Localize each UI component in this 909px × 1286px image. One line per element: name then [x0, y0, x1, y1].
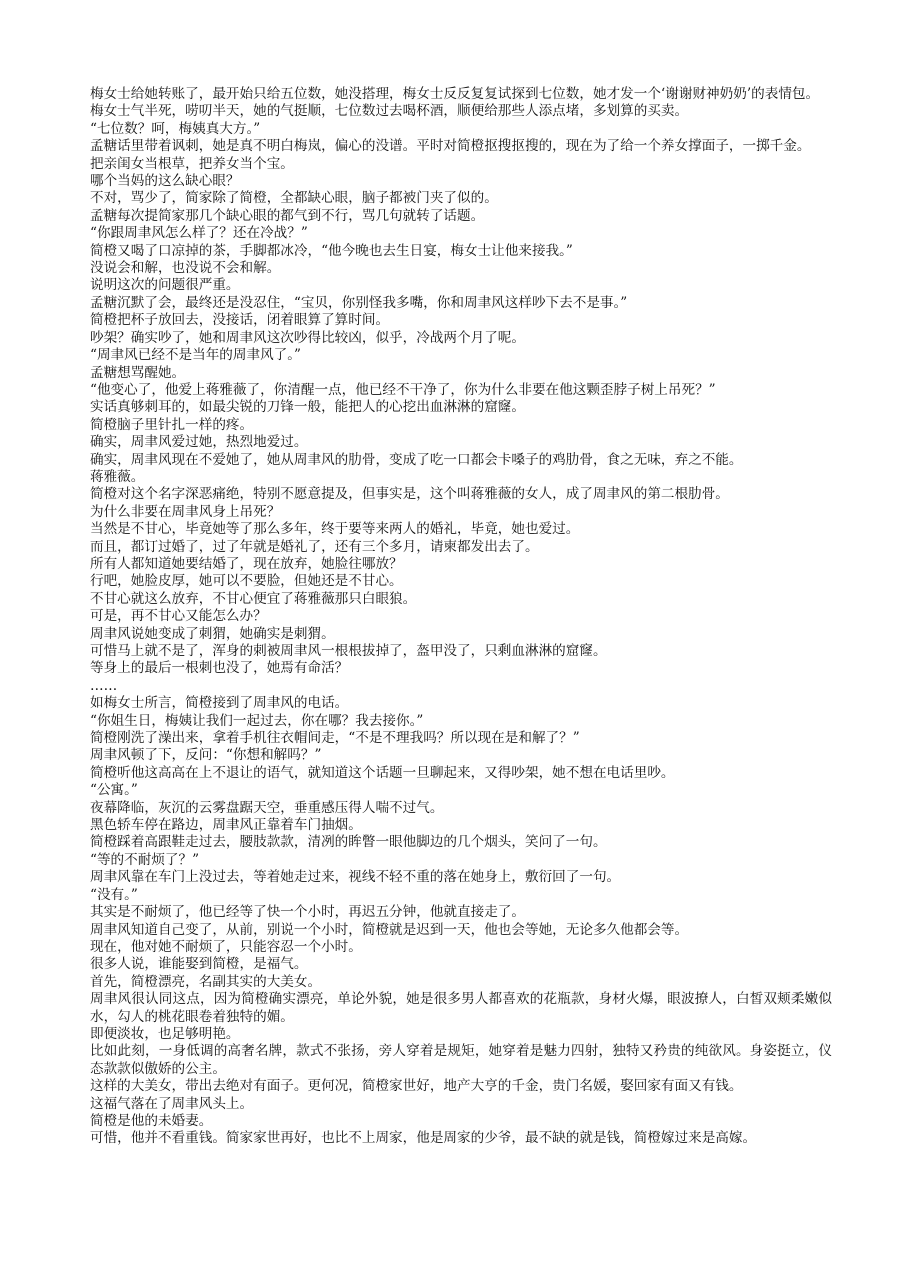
paragraph: 简橙把杯子放回去，没接话，闭着眼算了算时间。 — [90, 312, 390, 329]
paragraph: “没有。” — [90, 886, 138, 903]
paragraph: 简橙对这个名字深恶痛绝，特别不愿意提及，但事实是，这个叫蒋雅薇的女人，成了周聿风的第二根肋骨。 — [90, 486, 729, 503]
paragraph: 梅女士给她转账了，最开始只给五位数，她没搭理，梅女士反反复复试探到七位数，她才发一个‘谢谢财神奶奶’的表情包。 — [90, 86, 820, 102]
paragraph: 可是，再不甘心又能怎么办？ — [90, 608, 267, 625]
paragraph: 为什么非要在周聿风身上吊死？ — [90, 503, 281, 520]
paragraph: 所有人都知道她要结婚了，现在放弃，她脸往哪放？ — [90, 555, 403, 572]
paragraph: 这样的大美女，带出去绝对有面子。更何况，简橙家世好，地产大亨的千金，贵门名媛，娶回家有面又有钱。 — [90, 1078, 743, 1095]
paragraph: 实话真够刺耳的，如最尖锐的刀锋一般，能把人的心挖出血淋淋的窟窿。 — [90, 399, 525, 416]
paragraph: 确实，周聿风爱过她，热烈地爱过。 — [90, 434, 308, 451]
paragraph: 简橙又喝了口凉掉的茶，手脚都冰冷，“他今晚也去生日宴，梅女士让他来接我。” — [90, 242, 573, 259]
paragraph: 说明这次的问题很严重。 — [90, 277, 240, 294]
paragraph: 可惜，他并不看重钱。简家家世再好，也比不上周家，他是周家的少爷，最不缺的就是钱，简橙嫁过来是高嫁。 — [90, 1130, 757, 1147]
paragraph: 周聿风靠在车门上没过去，等着她走过来，视线不轻不重的落在她身上，敷衍回了一句。 — [90, 869, 621, 886]
document-page — [90, 86, 832, 1148]
paragraph: “公寓。” — [90, 782, 138, 799]
paragraph: 当然是不甘心，毕竟她等了那么多年，终于要等来两人的婚礼，毕竟，她也爱过。 — [90, 521, 580, 538]
paragraph: 等身上的最后一根刺也没了，她焉有命活？ — [90, 660, 349, 677]
paragraph: …… — [90, 677, 118, 694]
paragraph: 简橙是他的未婚妻。 — [90, 1112, 213, 1129]
paragraph: 周聿风顿了下，反问：“你想和解吗？” — [90, 747, 322, 764]
paragraph: 简橙听他这高高在上不退让的语气，就知道这个话题一旦聊起来，又得吵架，她不想在电话里吵。 — [90, 764, 675, 781]
paragraph: 孟糖沉默了会，最终还是没忍住，“宝贝，你别怪我多嘴，你和周聿风这样吵下去不是事。” — [90, 294, 628, 311]
paragraph: 即便淡妆，也足够明艳。 — [90, 1025, 240, 1042]
paragraph: 没说会和解，也没说不会和解。 — [90, 260, 281, 277]
paragraph: 而且，都订过婚了，过了年就是婚礼了，还有三个多月，请柬都发出去了。 — [90, 538, 539, 555]
paragraph: 简橙脑子里针扎一样的疼。 — [90, 416, 254, 433]
paragraph: 孟糖想骂醒她。 — [90, 364, 186, 381]
paragraph: 吵架？确实吵了，她和周聿风这次吵得比较凶，似乎，冷战两个月了呢。 — [90, 329, 525, 346]
paragraph: 其实是不耐烦了，他已经等了快一个小时，再迟五分钟，他就直接走了。 — [90, 904, 525, 921]
paragraph: 梅女士气半死，唠叨半天，她的气挺顺，七位数过去喝杯酒，顺便给那些人添点堵，多划算的买卖。 — [90, 103, 689, 120]
paragraph: 夜幕降临，灰沉的云雾盘踞天空，垂重感压得人喘不过气。 — [90, 799, 444, 816]
paragraph: 孟糖每次提简家那几个缺心眼的都气到不行，骂几句就转了话题。 — [90, 207, 485, 224]
paragraph: 黑色轿车停在路边，周聿风正靠着车门抽烟。 — [90, 817, 362, 834]
paragraph: 把亲闺女当根草，把养女当个宝。 — [90, 155, 294, 172]
paragraph: 很多人说，谁能娶到简橙，是福气。 — [90, 956, 308, 973]
paragraph: 周聿风知道自己变了，从前，别说一个小时，简橙就是迟到一天，他也会等她，无论多久他都会等。 — [90, 921, 689, 938]
paragraph: “等的不耐烦了？” — [90, 851, 200, 868]
paragraph: 简橙刚洗了澡出来，拿着手机往衣帽间走，“不是不理我吗？所以现在是和解了？” — [90, 730, 580, 747]
paragraph: 确实，周聿风现在不爱她了，她从周聿风的肋骨，变成了吃一口都会卡嗓子的鸡肋骨，食之无味，弃之不能。 — [90, 451, 743, 468]
paragraph: “他变心了，他爱上蒋雅薇了，你清醒一点，他已经不干净了，你为什么非要在他这颗歪脖子树上吊死？” — [90, 381, 716, 398]
paragraph: “周聿风已经不是当年的周聿风了。” — [90, 347, 302, 364]
paragraph: “七位数？呵，梅姨真大方。” — [90, 120, 261, 137]
paragraph: 蒋雅薇。 — [90, 468, 145, 485]
paragraph: 行吧，她脸皮厚，她可以不要脸，但她还是不甘心。 — [90, 573, 403, 590]
paragraph: 不甘心就这么放弃，不甘心便宜了蒋雅薇那只白眼狼。 — [90, 590, 417, 607]
paragraph: 孟糖话里带着讽刺，她是真不明白梅岚，偏心的没谱。平时对简橙抠搜抠搜的，现在为了给一个养女撑面子，一掷千金。 — [90, 138, 811, 155]
paragraph: 这福气落在了周聿风头上。 — [90, 1095, 254, 1112]
paragraph: 不对，骂少了，简家除了简橙，全都缺心眼，脑子都被门夹了似的。 — [90, 190, 498, 207]
paragraph: 首先，简橙漂亮，名副其实的大美女。 — [90, 973, 322, 990]
paragraph: 周聿风很认同这点，因为简橙确实漂亮，单论外貌，她是很多男人都喜欢的花瓶款，身材火爆，眼波撩人，白皙双颊柔嫩似水，勾人的桃花眼卷着独特的媚。 — [90, 991, 832, 1025]
paragraph: 现在，他对她不耐烦了，只能容忍一个小时。 — [90, 938, 362, 955]
paragraph: 比如此刻，一身低调的高奢名牌，款式不张扬，旁人穿着是规矩，她穿着是魅力四射，独特又矜贵的纯欲风。身姿挺立，仪态款款似傲娇的公主。 — [90, 1043, 832, 1077]
paragraph: “你姐生日，梅姨让我们一起过去，你在哪？我去接你。” — [90, 712, 424, 729]
paragraph: 周聿风说她变成了刺猬，她确实是刺猬。 — [90, 625, 335, 642]
paragraph: 简橙踩着高跟鞋走过去，腰肢款款，清冽的眸瞥一眼他脚边的几个烟头，笑问了一句。 — [90, 834, 607, 851]
paragraph: 如梅女士所言，简橙接到了周聿风的电话。 — [90, 695, 349, 712]
paragraph: 哪个当妈的这么缺心眼？ — [90, 173, 240, 190]
paragraph: 可惜马上就不是了，浑身的刺被周聿风一根根拔掉了，盔甲没了，只剩血淋淋的窟窿。 — [90, 643, 607, 659]
paragraph: “你跟周聿风怎么样了？还在冷战？” — [90, 225, 308, 242]
